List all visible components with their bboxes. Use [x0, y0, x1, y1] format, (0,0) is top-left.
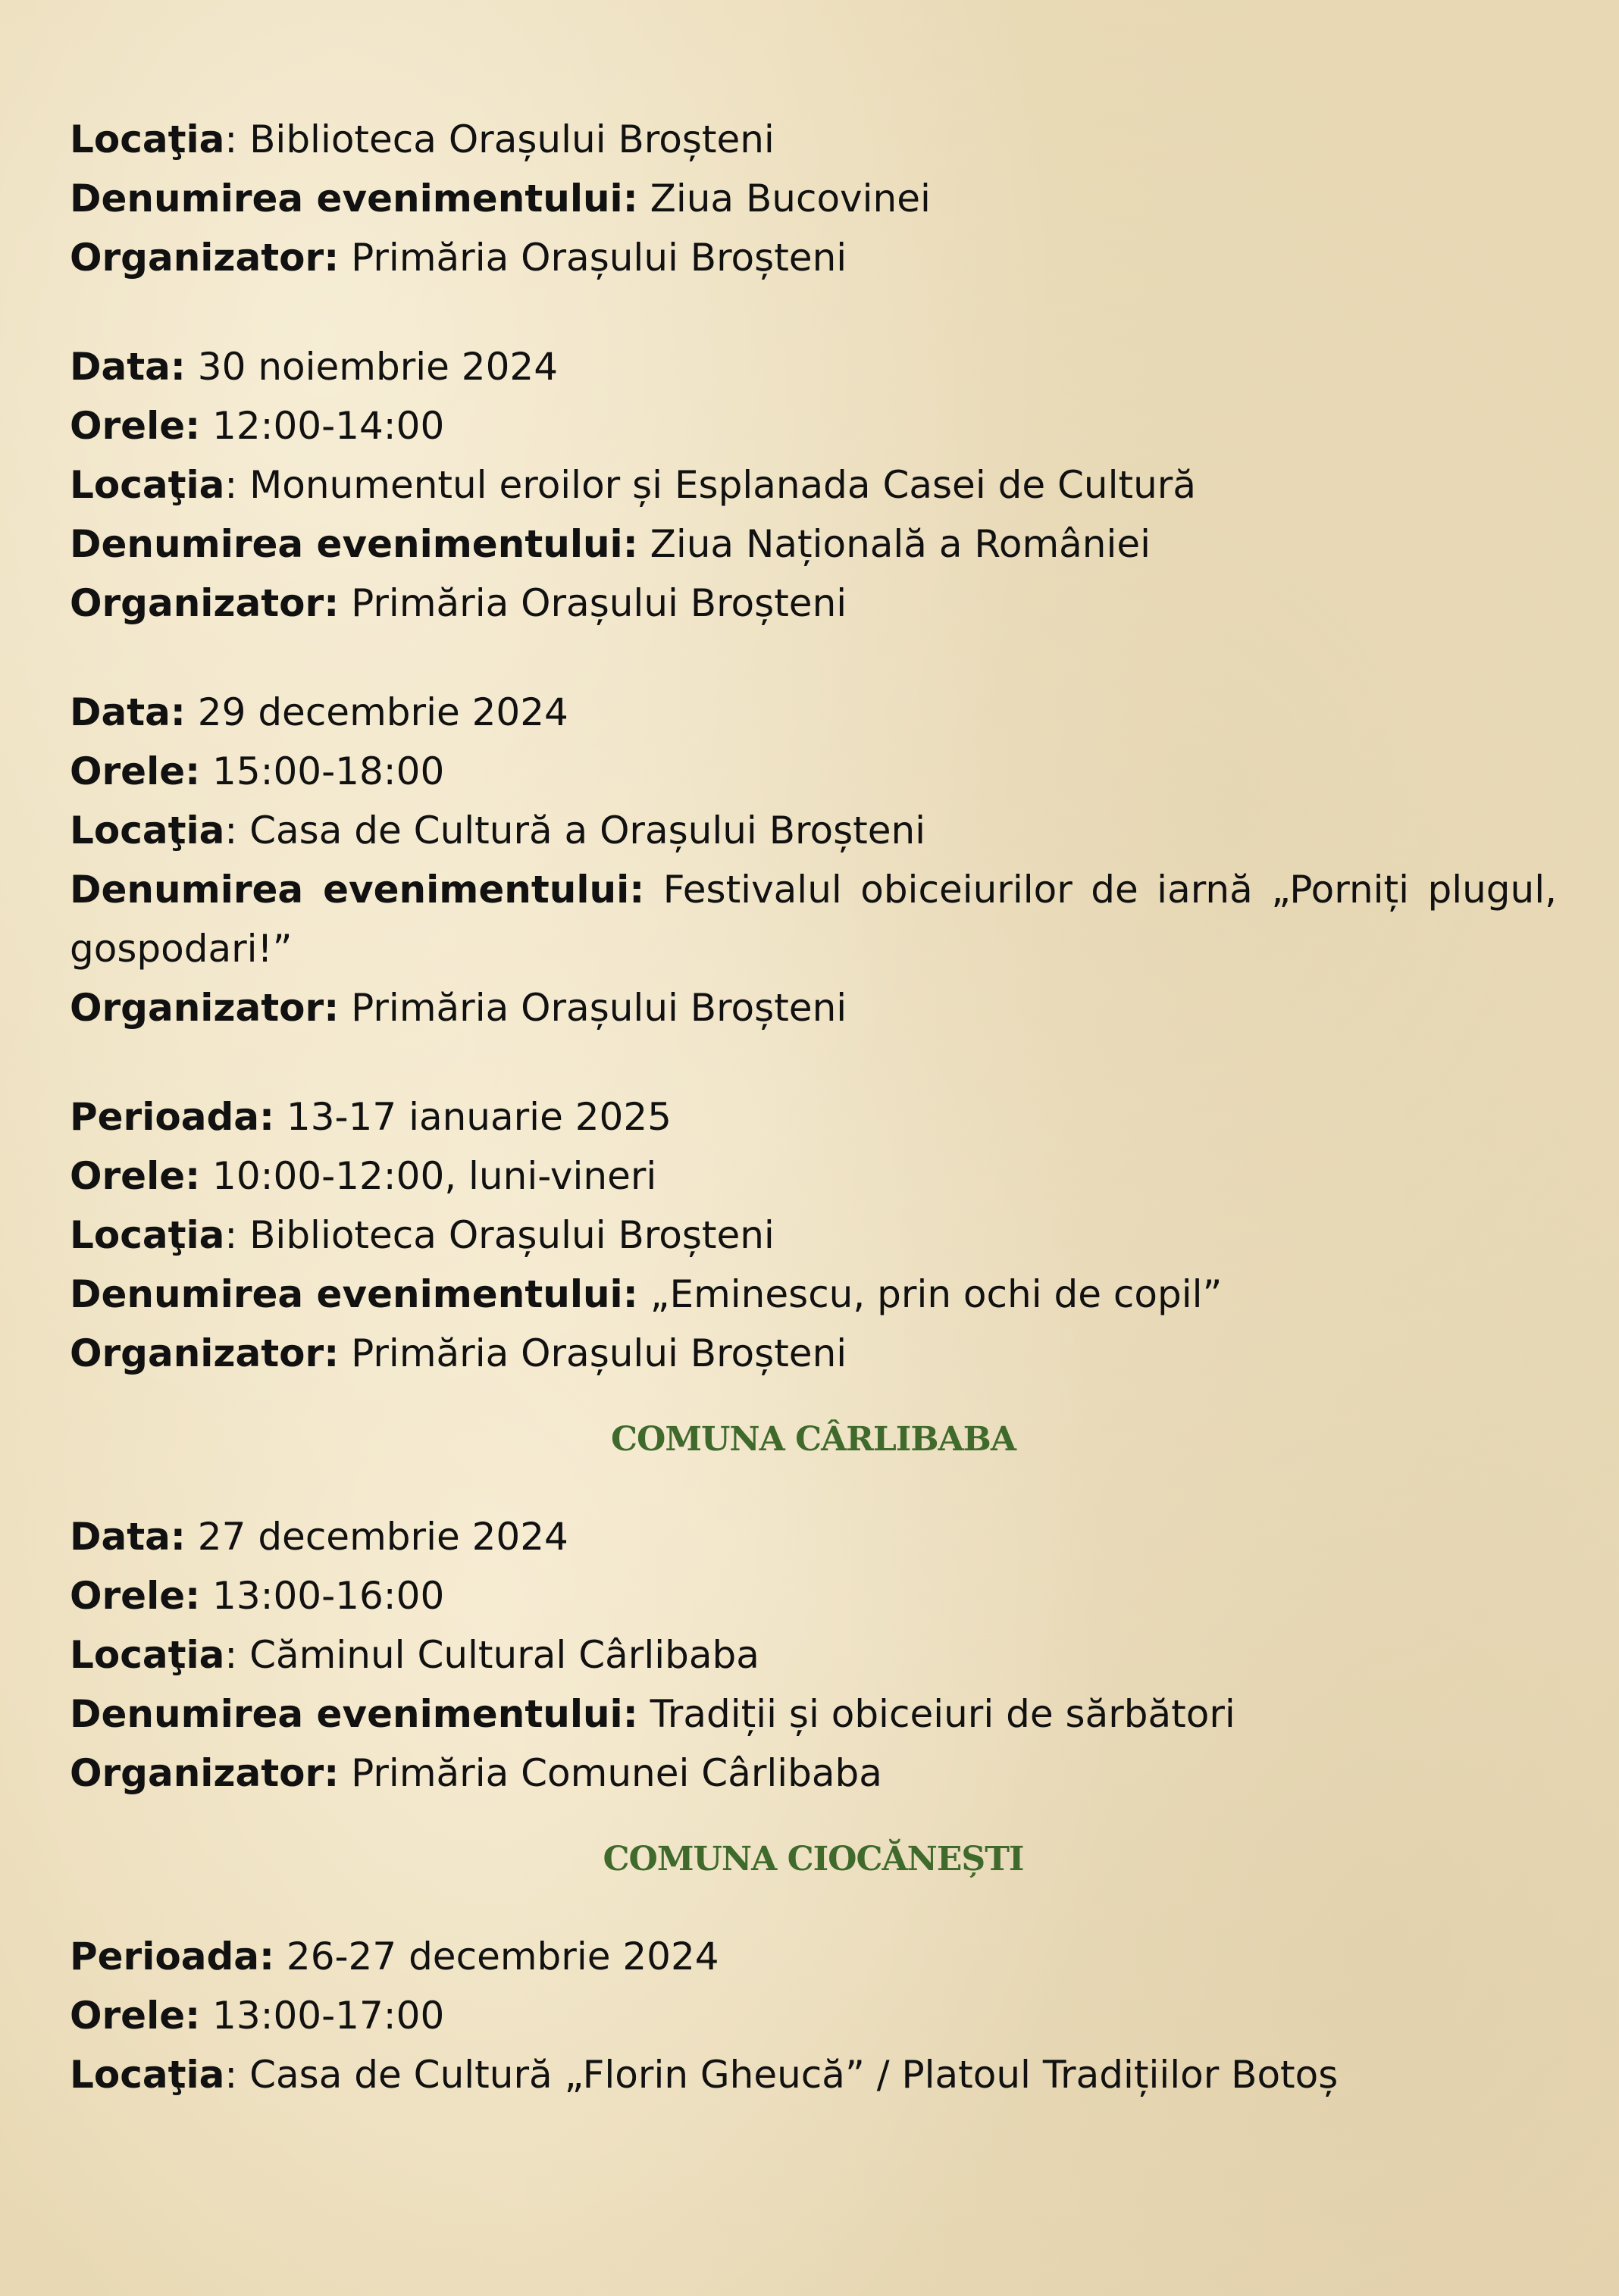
field-label: Orele — [70, 1994, 186, 2038]
section-title: COMUNA CIOCĂNEȘTI — [603, 1840, 1024, 1878]
event-block — [70, 1927, 1557, 2104]
field-label: Data — [70, 1515, 171, 1559]
event-date: Data: 30 noiembrie 2024 — [70, 345, 559, 389]
field-value: Ziua Națională a României — [650, 522, 1151, 566]
field-value: 13:00-17:00 — [212, 1994, 445, 2038]
field-value: 30 noiembrie 2024 — [197, 345, 559, 389]
field-label: Data — [70, 690, 171, 734]
event-name: Denumirea evenimentului: Festivalul obiceiurilor de iarnă „Porniți plugul, gospodari!” — [70, 868, 1558, 971]
event-name: Denumirea evenimentului: Ziua Bucovinei — [70, 177, 931, 221]
field-label: Orele — [70, 1574, 186, 1618]
field-value: 26-27 decembrie 2024 — [286, 1935, 719, 1979]
event-location: Locaţia: Monumentul eroilor și Esplanada Casei de Cultură — [70, 463, 1196, 507]
event-organizer: Organizator: Primăria Orașului Broșteni — [70, 986, 847, 1030]
event-period: Perioada: 13-17 ianuarie 2025 — [70, 1095, 672, 1139]
field-value: 13-17 ianuarie 2025 — [286, 1095, 672, 1139]
field-value: 29 decembrie 2024 — [197, 690, 568, 734]
field-label: Perioada — [70, 1935, 259, 1979]
field-label: Locaţia — [70, 1213, 225, 1257]
field-value: Primăria Orașului Broșteni — [351, 236, 847, 280]
event-organizer: Organizator: Primăria Orașului Broșteni — [70, 1331, 847, 1375]
field-value: Biblioteca Orașului Broșteni — [249, 117, 775, 161]
field-label: Organizator — [70, 1751, 324, 1795]
event-name: Denumirea evenimentului: Tradiții și obiceiuri de sărbători — [70, 1692, 1235, 1736]
field-label: Data — [70, 345, 171, 389]
field-value: Festivalul obiceiurilor de iarnă „Porniți plugul, gospodari!” — [70, 868, 1558, 971]
field-label: Orele — [70, 404, 186, 448]
event-organizer: Organizator: Primăria Orașului Broșteni — [70, 581, 847, 625]
field-label: Locaţia — [70, 117, 225, 161]
event-hours: Orele: 12:00-14:00 — [70, 404, 445, 448]
field-value: Ziua Bucovinei — [650, 177, 931, 221]
field-label: Organizator — [70, 581, 324, 625]
event-period: Perioada: 26-27 decembrie 2024 — [70, 1935, 719, 1979]
event-name: Denumirea evenimentului: „Eminescu, prin ochi de copil” — [70, 1272, 1223, 1316]
field-label: Denumirea evenimentului — [70, 177, 623, 221]
field-value: 10:00-12:00, luni-vineri — [212, 1154, 657, 1198]
event-organizer: Organizator: Primăria Comunei Cârlibaba — [70, 1751, 882, 1795]
field-label: Locaţia — [70, 463, 225, 507]
field-label: Organizator — [70, 1331, 324, 1375]
field-label: Denumirea evenimentului — [70, 1692, 623, 1736]
field-value: 12:00-14:00 — [212, 404, 445, 448]
event-block — [70, 1087, 1557, 1383]
field-value: 13:00-16:00 — [212, 1574, 445, 1618]
field-value: Primăria Orașului Broșteni — [351, 986, 847, 1030]
event-location: Locaţia: Căminul Cultural Cârlibaba — [70, 1633, 759, 1677]
field-value: 27 decembrie 2024 — [197, 1515, 568, 1559]
field-label: Organizator — [70, 986, 324, 1030]
event-hours: Orele: 13:00-17:00 — [70, 1994, 445, 2038]
event-location: Locaţia: Casa de Cultură a Orașului Broșteni — [70, 809, 926, 852]
field-value: Casa de Cultură „Florin Gheucă” / Platoul Tradițiilor Botoș — [249, 2053, 1339, 2097]
field-label: Locaţia — [70, 809, 225, 852]
event-hours: Orele: 13:00-16:00 — [70, 1574, 445, 1618]
event-location: Locaţia: Biblioteca Orașului Broșteni — [70, 117, 775, 161]
event-date: Data: 29 decembrie 2024 — [70, 690, 568, 734]
field-value: Primăria Comunei Cârlibaba — [351, 1751, 882, 1795]
field-label: Denumirea evenimentului — [70, 1272, 623, 1316]
field-label: Locaţia — [70, 2053, 225, 2097]
field-label: Organizator — [70, 236, 324, 280]
field-value: Monumentul eroilor și Esplanada Casei de Cultură — [249, 463, 1196, 507]
field-label: Orele — [70, 1154, 186, 1198]
event-date: Data: 27 decembrie 2024 — [70, 1515, 568, 1559]
section-title: COMUNA CÂRLIBABA — [611, 1420, 1016, 1459]
event-location: Locaţia: Casa de Cultură „Florin Gheucă” / Platoul Tradițiilor Botoș — [70, 2053, 1339, 2097]
event-block — [70, 1507, 1557, 1803]
field-value: 15:00-18:00 — [212, 749, 445, 793]
field-label: Locaţia — [70, 1633, 225, 1677]
field-value: Căminul Cultural Cârlibaba — [249, 1633, 759, 1677]
event-block — [70, 683, 1557, 1037]
field-value: Primăria Orașului Broșteni — [351, 581, 847, 625]
event-block — [70, 110, 1557, 287]
field-label: Perioada — [70, 1095, 259, 1139]
field-value: Primăria Orașului Broșteni — [351, 1331, 847, 1375]
field-value: Biblioteca Orașului Broșteni — [249, 1213, 775, 1257]
event-hours: Orele: 15:00-18:00 — [70, 749, 445, 793]
event-organizer: Organizator: Primăria Orașului Broșteni — [70, 236, 847, 280]
field-value: „Eminescu, prin ochi de copil” — [650, 1272, 1223, 1316]
field-label: Orele — [70, 749, 186, 793]
field-value: Tradiții și obiceiuri de sărbători — [650, 1692, 1235, 1736]
event-location: Locaţia: Biblioteca Orașului Broșteni — [70, 1213, 775, 1257]
field-label: Denumirea evenimentului — [70, 522, 623, 566]
event-name: Denumirea evenimentului: Ziua Națională a României — [70, 522, 1151, 566]
field-label: Denumirea evenimentului — [70, 868, 630, 912]
event-block — [70, 337, 1557, 633]
event-hours: Orele: 10:00-12:00, luni-vineri — [70, 1154, 657, 1198]
field-value: Casa de Cultură a Orașului Broșteni — [249, 809, 926, 852]
document-page — [70, 110, 1557, 2104]
